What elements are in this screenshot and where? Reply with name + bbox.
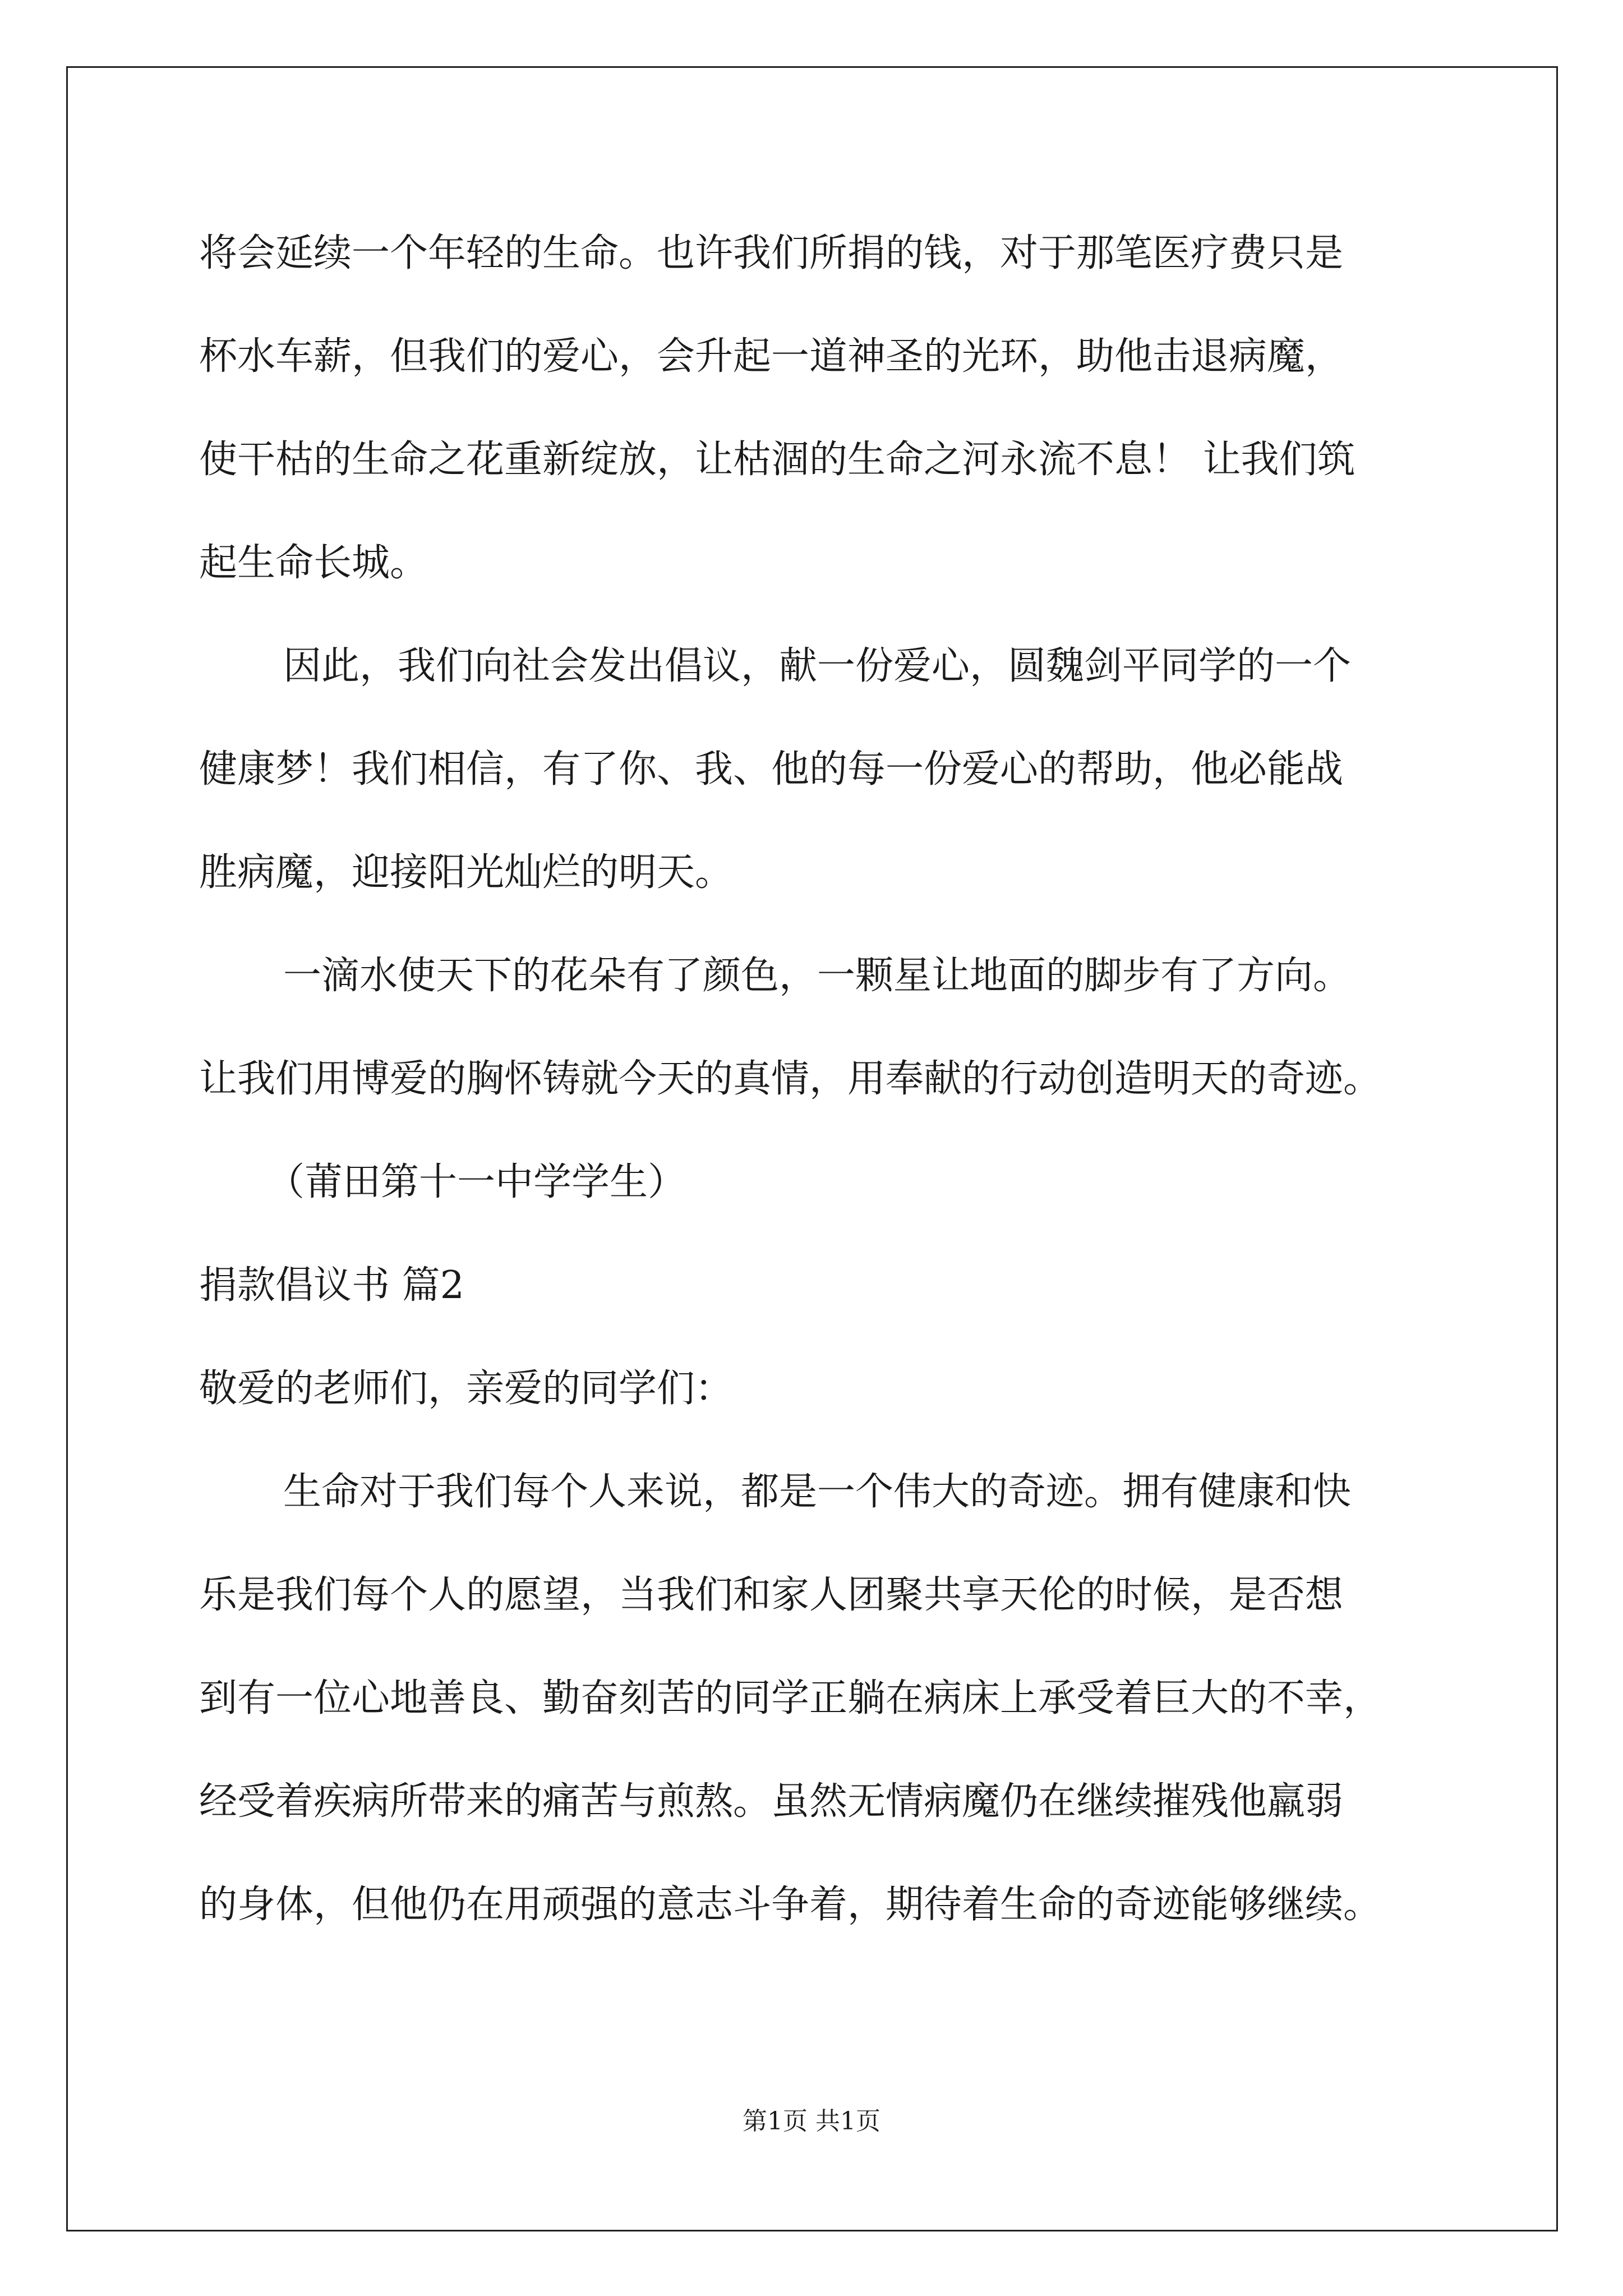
text-line: 使干枯的生命之花重新绽放，让枯涸的生命之河永流不息！ 让我们筑 [199, 438, 1355, 482]
section-heading: 捐款倡议书 篇2 [199, 1263, 464, 1308]
text-line: 将会延续一个年轻的生命。也许我们所捐的钱，对于那笔医疗费只是 [199, 231, 1344, 275]
text-line: 胜病魔，迎接阳光灿烂的明天。 [199, 850, 734, 895]
text-line: 的身体，但他仍在用顽强的意志斗争着，期待着生命的奇迹能够继续。 [199, 1883, 1382, 1927]
paragraph-start-line: 一滴水使天下的花朵有了颜色，一颗星让地面的脚步有了方向。 [283, 954, 1352, 998]
document-body [199, 202, 1455, 1957]
text-line: 起生命长城。 [199, 541, 428, 585]
text-line: 到有一位心地善良、勤奋刻苦的同学正躺在病床上承受着巨大的不幸， [199, 1676, 1382, 1720]
paragraph-start-line: 因此，我们向社会发出倡议，献一份爱心，圆魏剑平同学的一个 [283, 644, 1352, 688]
text-line: 杯水车薪，但我们的爱心，会升起一道神圣的光环，助他击退病魔， [199, 334, 1344, 379]
text-line: 乐是我们每个人的愿望，当我们和家人团聚共享天伦的时候，是否想 [199, 1573, 1344, 1617]
paragraph-start-line: 生命对于我们每个人来说，都是一个伟大的奇迹。拥有健康和快 [283, 1470, 1352, 1514]
text-line: 经受着疾病所带来的痛苦与煎熬。虽然无情病魔仍在继续摧残他羸弱 [199, 1779, 1344, 1824]
text-line: 健康梦！我们相信，有了你、我、他的每一份爱心的帮助，他必能战 [199, 747, 1344, 792]
page-number-footer: 第1页 共1页 [743, 2107, 880, 2136]
text-line: 让我们用博爱的胸怀铸就今天的真情，用奉献的行动创造明天的奇迹。 [199, 1057, 1382, 1101]
salutation: 敬爱的老师们，亲爱的同学们： [199, 1366, 734, 1411]
signature-line: （莆田第十一中学学生） [266, 1160, 686, 1204]
